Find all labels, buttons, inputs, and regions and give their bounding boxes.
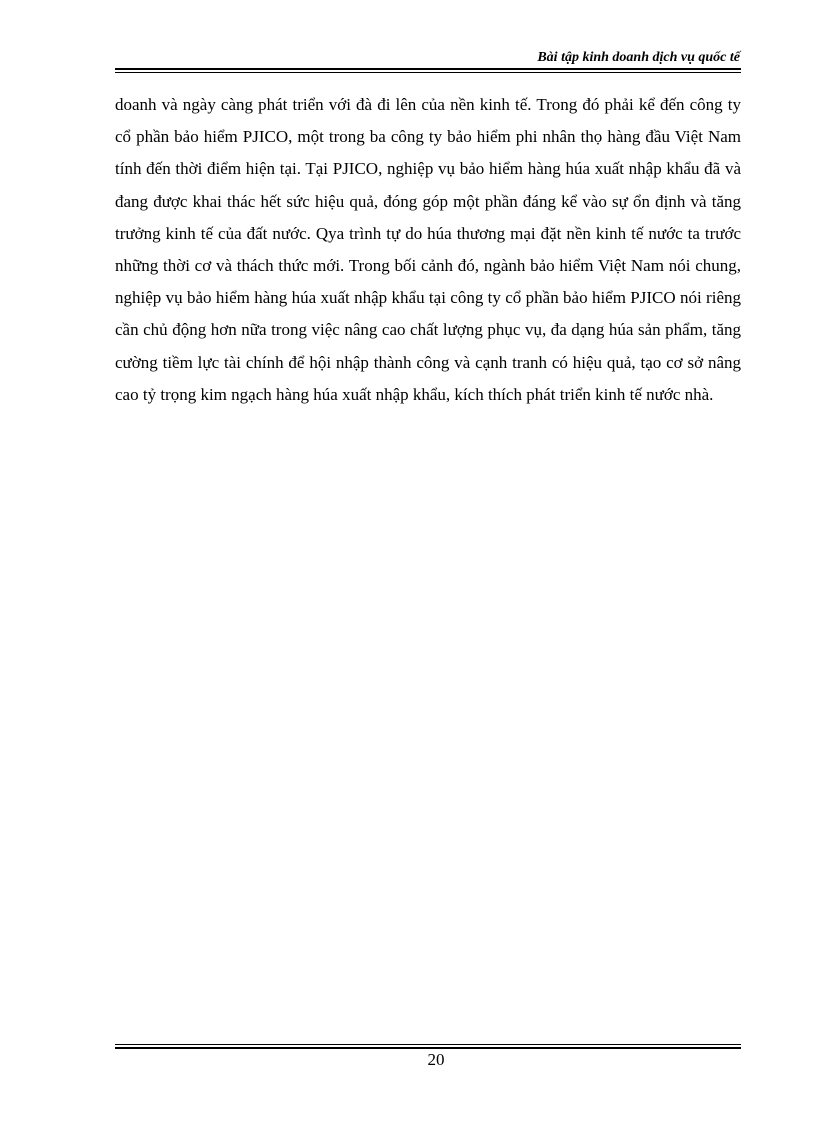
header-rule-thin (115, 72, 741, 73)
header-rule-thick (115, 68, 741, 70)
footer-rule-thin (115, 1044, 741, 1045)
page-number: 20 (427, 1050, 445, 1069)
running-header-title: Bài tập kinh doanh dịch vụ quốc tế (537, 50, 740, 65)
body-paragraph: doanh và ngày càng phát triển với đà đi lên của nền kinh tế. Trong đó phải kể đến công ty cổ phần bảo hiểm PJICO, một trong ba công ty bảo hiểm phi nhân thọ hàng đầu Việt Nam tính đến thời điểm hiện tại. Tại PJICO, nghiệp vụ bảo hiểm hàng húa xuất nhập khẩu đã và đang được khai thác hết sức hiệu quả, đóng góp một phần đáng kể vào sự ổn định và tăng trưởng kinh tế của đất nước. Qya trình tự do húa thương mại đặt nền kinh tế nước ta trước những thời cơ và thách thức mới. Trong bối cảnh đó, ngành bảo hiểm Việt Nam nói chung, nghiệp vụ bảo hiểm hàng húa xuất nhập khẩu tại công ty cổ phần bảo hiểm PJICO nói riêng cần chủ động hơn nữa trong việc nâng cao chất lượng phục vụ, đa dạng húa sản phẩm, tăng cường tiềm lực tài chính để hội nhập thành công và cạnh tranh có hiệu quả, tạo cơ sở nâng cao tỷ trọng kim ngạch hàng húa xuất nhập khẩu, kích thích phát triển kinh tế nước nhà. (115, 95, 741, 404)
footer-rule-thick (115, 1047, 741, 1049)
